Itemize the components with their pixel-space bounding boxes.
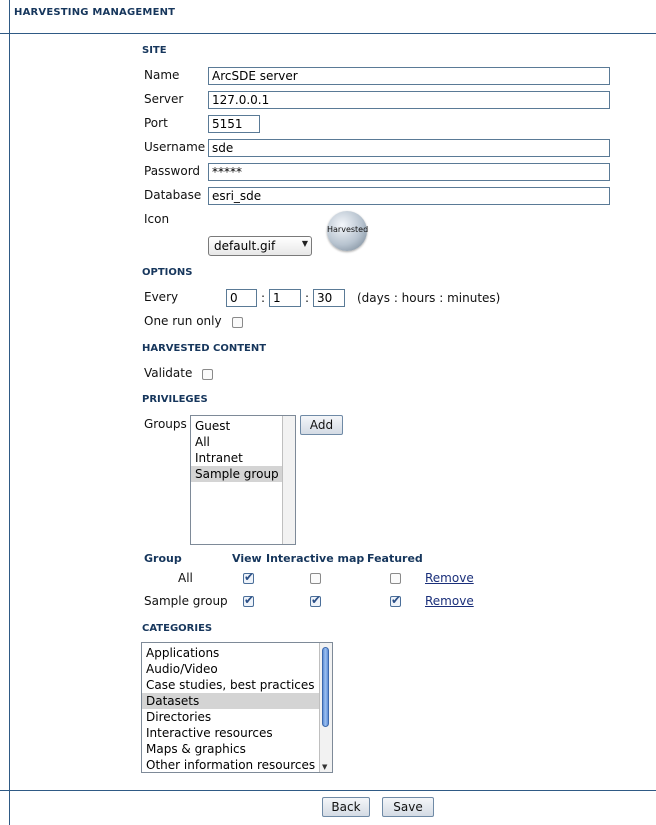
left-border-line — [9, 0, 10, 825]
privilege-row-group: All — [178, 571, 193, 585]
validate-label: Validate — [144, 366, 193, 380]
category-option[interactable]: Case studies, best practices — [146, 678, 315, 692]
save-button[interactable]: Save — [382, 797, 434, 817]
password-label: Password — [144, 164, 201, 178]
categories-listbox[interactable] — [141, 642, 333, 773]
database-label: Database — [144, 188, 202, 202]
featured-checkbox[interactable] — [390, 573, 401, 584]
one-run-checkbox[interactable] — [232, 317, 243, 328]
site-heading: SITE — [142, 45, 167, 56]
groups-listbox[interactable] — [190, 415, 296, 545]
interactive-map-checkbox[interactable] — [310, 596, 321, 607]
categories-heading: CATEGORIES — [142, 623, 213, 634]
category-option-selected[interactable]: Datasets — [142, 693, 322, 709]
category-option[interactable]: Directories — [146, 710, 212, 724]
back-button[interactable]: Back — [322, 797, 370, 817]
groups-option[interactable]: All — [195, 435, 210, 449]
icon-select-value: default.gif — [214, 239, 276, 253]
category-option[interactable]: Audio/Video — [146, 662, 218, 676]
name-input[interactable]: ArcSDE server — [208, 67, 610, 85]
page-title: HARVESTING MANAGEMENT — [14, 7, 176, 18]
name-label: Name — [144, 68, 180, 82]
chevron-down-icon: ▼ — [301, 239, 308, 248]
harvested-globe-icon — [327, 211, 367, 251]
category-option[interactable]: Applications — [146, 646, 220, 660]
harvested-content-heading: HARVESTED CONTENT — [142, 343, 267, 354]
server-label: Server — [144, 92, 184, 106]
privilege-row-group: Sample group — [144, 594, 228, 608]
interactive-map-checkbox[interactable] — [310, 573, 321, 584]
icon-label: Icon — [144, 212, 170, 226]
port-input[interactable]: 5151 — [208, 115, 260, 133]
icon-select[interactable] — [208, 236, 312, 256]
scrollbar-thumb[interactable] — [322, 647, 329, 727]
options-heading: OPTIONS — [142, 267, 193, 278]
minutes-input[interactable]: 30 — [313, 289, 345, 307]
days-hours-separator: : — [261, 291, 266, 305]
every-label: Every — [144, 290, 179, 304]
icon-preview-text: Harvested — [327, 225, 369, 234]
validate-checkbox[interactable] — [202, 369, 213, 380]
groups-option[interactable]: Intranet — [195, 451, 243, 465]
view-checkbox[interactable] — [243, 573, 254, 584]
remove-link[interactable]: Remove — [425, 571, 474, 585]
categories-scrollbar[interactable] — [319, 643, 332, 772]
username-input[interactable]: sde — [208, 139, 610, 157]
privileges-col-featured: Featured — [367, 552, 423, 565]
groups-option-selected[interactable]: Sample group — [191, 466, 285, 482]
hours-minutes-separator: : — [305, 291, 310, 305]
scroll-down-arrow-icon[interactable]: ▼ — [322, 763, 328, 771]
interval-units-hint: (days : hours : minutes) — [357, 291, 501, 305]
featured-checkbox[interactable] — [390, 596, 401, 607]
groups-scrollbar[interactable] — [282, 416, 295, 544]
category-option[interactable]: Maps & graphics — [146, 742, 246, 756]
header-divider — [0, 33, 656, 34]
view-checkbox[interactable] — [243, 596, 254, 607]
one-run-label: One run only — [144, 314, 222, 328]
privileges-heading: PRIVILEGES — [142, 394, 208, 405]
privileges-col-group: Group — [144, 552, 182, 565]
add-group-button[interactable]: Add — [300, 415, 343, 435]
port-label: Port — [144, 116, 168, 130]
privileges-col-view: View — [232, 552, 262, 565]
category-option[interactable]: Interactive resources — [146, 726, 273, 740]
footer-divider — [0, 790, 656, 791]
days-input[interactable]: 0 — [226, 289, 257, 307]
server-input[interactable]: 127.0.0.1 — [208, 91, 610, 109]
remove-link[interactable]: Remove — [425, 594, 474, 608]
username-label: Username — [144, 140, 206, 154]
hours-input[interactable]: 1 — [269, 289, 301, 307]
password-input[interactable]: ***** — [208, 163, 610, 181]
groups-label: Groups — [144, 417, 187, 431]
category-option[interactable]: Other information resources — [146, 758, 316, 772]
database-input[interactable]: esri_sde — [208, 187, 610, 205]
groups-option[interactable]: Guest — [195, 419, 231, 433]
privileges-col-map: Interactive map — [266, 552, 365, 565]
